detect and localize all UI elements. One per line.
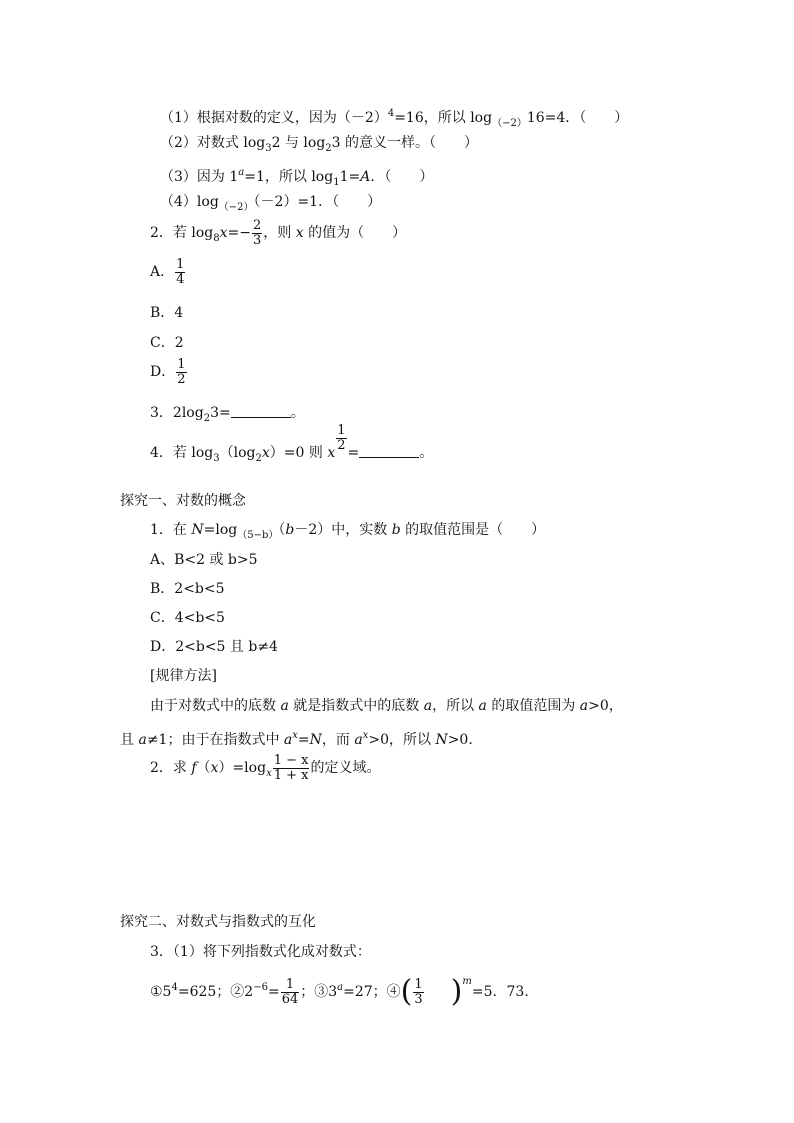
right-paren: ) xyxy=(450,974,463,1009)
q3-answer-blank[interactable] xyxy=(231,405,291,418)
section1-q1: 1．在 $N=\log_{(5-b)}(b-2)$中，实数 b 的取值范围是（ ） xyxy=(150,522,546,541)
section1-option-a: A、B<2 或 b>5 xyxy=(150,552,258,568)
q2-option-d: D． $\frac{1}{2}$ xyxy=(150,356,186,387)
method-line2: 且 a≠1；由于在指数式中 $a^x=N$，而 $a^x>0$，所以 N>0. xyxy=(120,730,473,748)
q3: 3．$2\log_23=$ 。 xyxy=(150,405,305,424)
section1-title: 探究一、对数的概念 xyxy=(120,493,246,509)
q2-stem: 2．若 $\log_8x=-$ $\frac{2}{3}$ ，则 x 的值为（ ） xyxy=(150,217,407,248)
section2-q3: 3．（1）将下列指数式化成对数式： xyxy=(150,944,371,960)
q1-item3: （3）因为 $1^a=1$，所以 $\log_11=A$．（ ） xyxy=(160,167,434,188)
left-paren: ( xyxy=(400,974,413,1009)
section1-option-c: C．4<b<5 xyxy=(150,610,225,626)
method-line1: 由于对数式中的底数 a 就是指数式中的底数 a，所以 a 的取值范围为 a>0， xyxy=(150,698,623,714)
q1-item4: $(4)\log_{(-2)}(-2)=1$．（ ） xyxy=(160,194,382,213)
section1-option-d: D．2<b<5 且 b≠4 xyxy=(150,639,278,655)
q4-answer-blank[interactable] xyxy=(359,445,419,458)
log-argument-fraction: $\frac{1 - x}{1 + x}$ xyxy=(273,752,309,783)
section2-examples: $①5^4=625$；$②2^{-6}=$ $\frac{1}{64}$ ；$③3^a=27$；④( $\frac{1}{3}$ )$^m$=5．73． xyxy=(150,974,539,1009)
q2-fraction: $\frac{2}{3}$ xyxy=(252,217,262,248)
q2-option-c: C．2 xyxy=(150,335,184,351)
q4: 4．若 $\log_3(\log_2x)=0$ 则 x $\frac{1}{2}$ = 。 xyxy=(150,423,434,464)
section1-q2: 2．求 $f(x)=\log_x$ $\frac{1 - x}{1 + x}$ 的定义域。 xyxy=(150,752,381,783)
q1-item1: （1）根据对数的定义，因为$(-2)^4=16$，所以 $\log_{(-2)}16=4$．（ ） xyxy=(160,108,629,129)
q1-item2: （2）对数式 $\log_32$ 与 $\log_23$ 的意义一样。（ ） xyxy=(160,135,479,154)
section2-title: 探究二、对数式与指数式的互化 xyxy=(120,914,316,930)
q2-option-a: A． $\frac{1}{4}$ xyxy=(150,256,185,287)
method-heading: [规律方法] xyxy=(150,668,217,684)
section1-option-b: B．2<b<5 xyxy=(150,581,225,597)
q2-option-b: B．4 xyxy=(150,305,184,321)
